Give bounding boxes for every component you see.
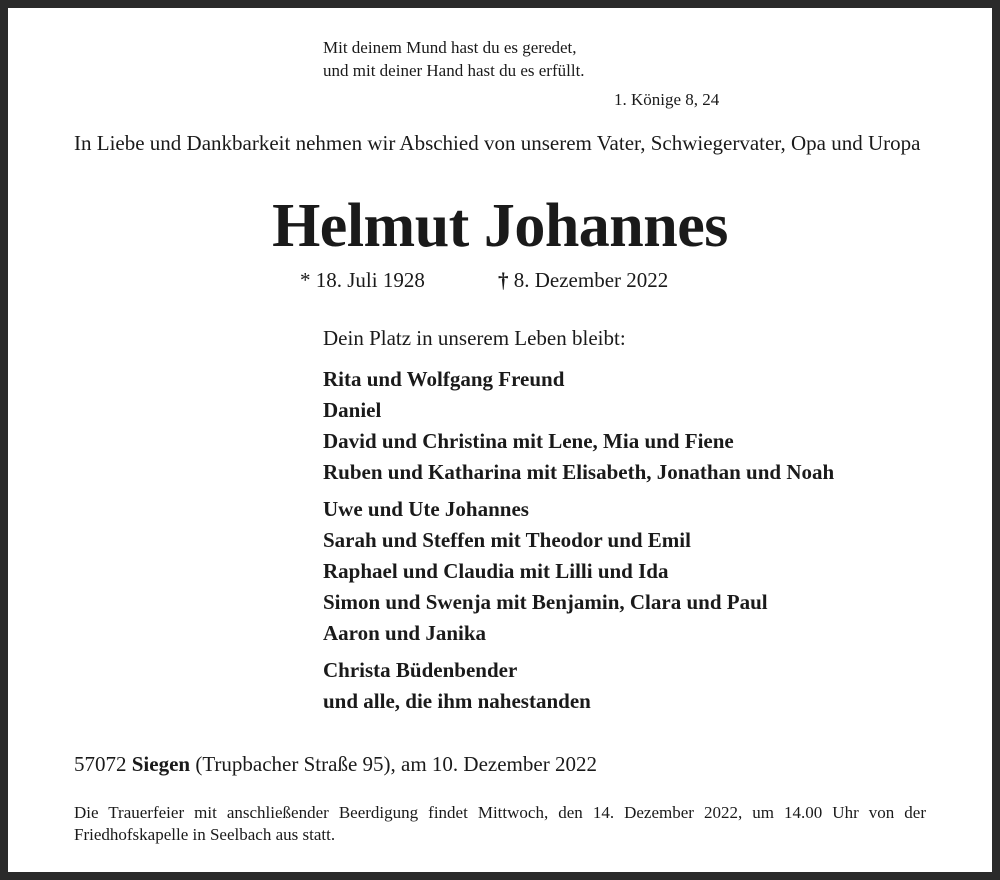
mourner-group-3 <box>323 655 834 717</box>
mourner-group-1 <box>323 364 834 488</box>
mourner-group-2 <box>323 494 834 649</box>
mourner-line: David und Christina mit Lene, Mia und Fiene <box>323 429 734 453</box>
city: Siegen <box>131 752 191 776</box>
mourners-intro: Dein Platz in unserem Leben bleibt: <box>323 326 626 350</box>
address-date: (Trupbacher Straße 95), am 10. Dezember 2022 <box>195 752 597 776</box>
intro-text: In Liebe und Dankbarkeit nehmen wir Abschied von unserem Vater, Schwiegervater, Opa und Uropa <box>74 131 921 155</box>
quote-reference: 1. Könige 8, 24 <box>614 90 720 109</box>
mourner-line: Aaron und Janika <box>323 621 487 645</box>
mourner-line: und alle, die ihm nahestanden <box>323 689 591 713</box>
place-and-date <box>74 752 597 777</box>
postcode: 57072 <box>74 752 127 776</box>
death-date-line <box>498 268 668 293</box>
birth-date: * 18. Juli 1928 <box>300 268 425 292</box>
mourner-line: Sarah und Steffen mit Theodor und Emil <box>323 528 691 552</box>
quote-line-2: und mit deiner Hand hast du es erfüllt. <box>323 61 585 80</box>
mourner-line: Daniel <box>323 398 382 422</box>
mourner-line: Ruben und Katharina mit Elisabeth, Jonathan und Noah <box>323 460 835 484</box>
mourner-line: Simon und Swenja mit Benjamin, Clara und Paul <box>323 590 768 614</box>
mourner-line: Christa Büdenbender <box>323 658 518 682</box>
deceased-name: Helmut Johannes <box>272 192 728 260</box>
mourner-line: Rita und Wolfgang Freund <box>323 367 565 391</box>
bible-quote <box>323 36 585 82</box>
cross-icon: † <box>498 268 509 292</box>
funeral-info: Die Trauerfeier mit anschließender Beerdigung findet Mittwoch, den 14. Dezember 2022, um 14.00 Uhr von der Friedhofskapelle in Seelbach aus statt. <box>74 803 926 844</box>
mourners-list <box>323 364 834 723</box>
quote-line-1: Mit deinem Mund hast du es geredet, <box>323 38 577 57</box>
mourner-line: Raphael und Claudia mit Lilli und Ida <box>323 559 669 583</box>
mourner-line: Uwe und Ute Johannes <box>323 497 529 521</box>
obituary-notice <box>8 8 992 872</box>
death-date: 8. Dezember 2022 <box>513 268 669 292</box>
